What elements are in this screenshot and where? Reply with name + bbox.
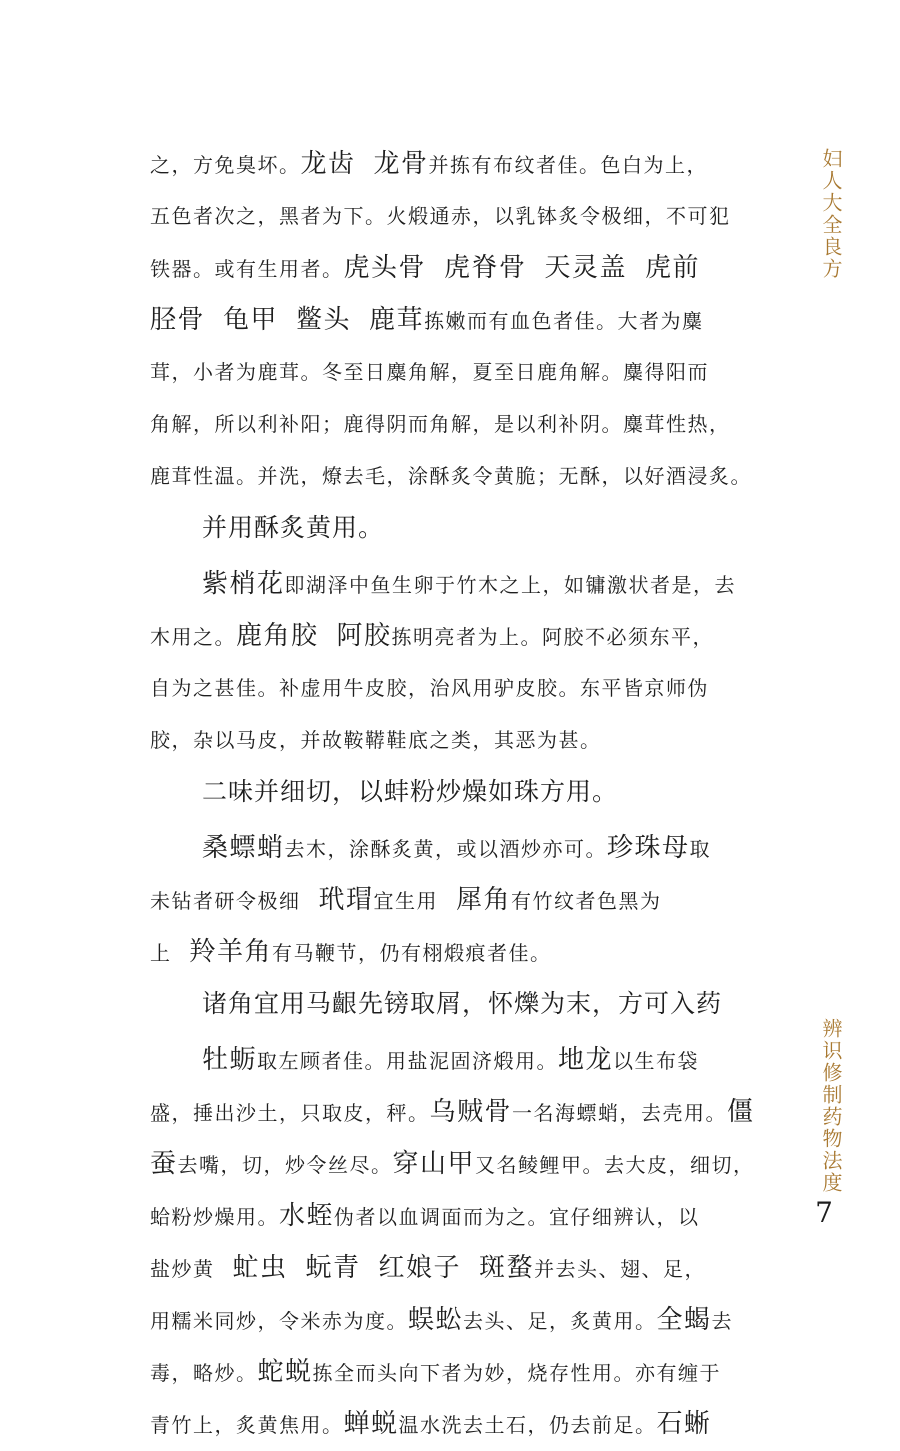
description-text: 又名鲮鲤甲。去大皮，细切， <box>475 1153 755 1177</box>
description-text: 即湖泽中鱼生卵于竹木之上，如镛激状者是，去 <box>284 573 737 597</box>
description-text: 鹿茸性温。并洗，燎去毛，涂酥炙令黄脆；无酥，以好酒浸炙。 <box>150 464 752 488</box>
description-text: 去 <box>711 1309 734 1333</box>
herb-name: 羚羊角 <box>189 937 273 967</box>
description-text: 伪者以血调面而为之。宜仔细辨认，以 <box>334 1205 700 1229</box>
text-line <box>150 1086 770 1138</box>
herb-name: 鹿角胶 <box>236 621 319 651</box>
text-line <box>150 1242 770 1294</box>
description-text: 诸角宜用马齦先镑取屑，怀爍为末，方可入药 <box>202 989 723 1018</box>
text-line <box>150 1346 770 1398</box>
description-text: 有马鞭节，仍有栩煅痕者佳。 <box>272 941 552 965</box>
description-text: 上 <box>150 941 172 965</box>
description-text: 去木，涂酥炙黄，或以酒炒亦可。 <box>284 837 608 861</box>
text-line <box>150 714 770 766</box>
herb-name: 蚖青 <box>305 1253 361 1283</box>
description-text: 取 <box>689 837 712 861</box>
text-line <box>150 926 770 978</box>
description-text: 并拣有布纹者佳。色白为上， <box>428 153 709 177</box>
running-header-section-title: 辨识修制药物法度 <box>819 1018 843 1194</box>
description-text: 一名海螵蛸，去壳用。 <box>512 1101 728 1125</box>
herb-name: 龙齿 <box>300 149 356 179</box>
text-line <box>150 346 770 398</box>
description-text: 五色者次之，黑者为下。火煅通赤，以乳钵炙令极细，不可犯 <box>150 204 731 228</box>
description-text: 并去头、翅、足， <box>534 1257 707 1281</box>
description-text: 青竹上，炙黄焦用。 <box>150 1413 344 1437</box>
text-line <box>150 1138 770 1190</box>
description-text: 取左顾者佳。用盐泥固济煅用。 <box>257 1049 559 1073</box>
description-text: 以生布袋 <box>613 1049 700 1073</box>
description-text: 宜生用 <box>373 889 439 913</box>
text-line <box>150 138 770 190</box>
herb-name: 龙骨 <box>373 149 429 179</box>
text-line <box>150 398 770 450</box>
herb-name: 全蝎 <box>656 1305 712 1335</box>
herb-name: 虎前 <box>645 253 701 283</box>
herb-name: 石蜥 <box>656 1409 712 1439</box>
text-line <box>150 1294 770 1346</box>
instruction-line <box>150 766 770 822</box>
body-text <box>150 138 770 1450</box>
text-line <box>150 190 770 242</box>
text-line <box>150 874 770 926</box>
running-header-book-title: 妇人大全良方 <box>819 148 843 280</box>
herb-name: 红娘子 <box>378 1253 462 1283</box>
herb-name: 天灵盖 <box>544 253 628 283</box>
description-text: 盐炒黄 <box>150 1257 215 1281</box>
description-text: 有竹纹者色黑为 <box>511 889 662 913</box>
herb-name: 水蛭 <box>279 1201 335 1231</box>
page-number: 7 <box>815 1196 833 1229</box>
herb-name: 地龙 <box>558 1045 614 1075</box>
herb-name: 虎脊骨 <box>444 253 527 283</box>
herb-name: 斑蝥 <box>479 1253 535 1283</box>
description-text: 自为之甚佳。补虚用牛皮胶，治风用驴皮胶。东平皆京师伪 <box>150 676 709 700</box>
herb-name: 犀角 <box>456 885 512 915</box>
herb-name: 蚕 <box>150 1149 178 1179</box>
instruction-line <box>150 978 770 1034</box>
description-text: 盛，捶出沙土，只取皮，秤。 <box>150 1101 430 1125</box>
herb-name: 蛇蜕 <box>257 1357 313 1387</box>
description-text: 并用酥炙黄用。 <box>202 513 385 542</box>
herb-name: 鹿茸 <box>369 305 425 335</box>
description-text: 二味并细切，以蚌粉炒燥如珠方用。 <box>202 777 619 806</box>
herb-name: 虎头骨 <box>343 253 427 283</box>
text-line <box>150 294 770 346</box>
herb-name: 蝉蜕 <box>343 1409 399 1439</box>
herb-name: 玳瑁 <box>318 885 374 915</box>
herb-name: 紫梢花 <box>202 569 285 599</box>
herb-name: 胫骨 <box>150 305 206 335</box>
herb-name: 蜈蚣 <box>408 1305 464 1335</box>
description-text: 茸，小者为鹿茸。冬至日麋角解，夏至日鹿角解。麋得阳而 <box>150 360 709 384</box>
herb-name: 珍珠母 <box>607 833 690 863</box>
description-text: 去头、足，炙黄用。 <box>463 1309 657 1333</box>
text-line <box>150 1034 770 1086</box>
text-line <box>150 610 770 662</box>
text-line <box>150 242 770 294</box>
herb-name: 鳖头 <box>296 305 352 335</box>
description-text: 用糯米同炒，令米赤为度。 <box>150 1309 408 1333</box>
instruction-line <box>150 502 770 558</box>
description-text: 温水洗去土石，仍去前足。 <box>398 1413 657 1437</box>
herb-name: 乌贼骨 <box>429 1097 513 1127</box>
description-text: 角解，所以利补阳；鹿得阴而角解，是以利补阴。麋茸性热， <box>150 412 731 436</box>
description-text: 铁器。或有生用者。 <box>150 257 344 281</box>
description-text: 之，方免臭坏。 <box>150 153 301 177</box>
text-line <box>150 662 770 714</box>
herb-name: 龟甲 <box>223 305 279 335</box>
description-text: 毒，略炒。 <box>150 1361 258 1385</box>
description-text: 胶，杂以马皮，并故鞍鞯鞋底之类，其恶为甚。 <box>150 728 602 752</box>
description-text: 去嘴，切，炒令丝尽。 <box>177 1153 393 1177</box>
description-text: 拣嫩而有血色者佳。大者为麋 <box>424 309 704 333</box>
description-text: 蛤粉炒燥用。 <box>150 1205 279 1229</box>
description-text: 拣明亮者为上。阿胶不必须东平， <box>391 625 715 649</box>
herb-name: 穿山甲 <box>392 1149 476 1179</box>
description-text: 木用之。 <box>150 625 236 649</box>
text-line <box>150 1190 770 1242</box>
herb-name: 牡蛎 <box>202 1045 258 1075</box>
text-line <box>150 1398 770 1450</box>
herb-name: 虻虫 <box>232 1253 288 1283</box>
herb-name: 桑螵蛸 <box>202 833 285 863</box>
text-line <box>150 450 770 502</box>
text-line <box>150 822 770 874</box>
text-line <box>150 558 770 610</box>
description-text: 未钻者研令极细 <box>150 889 301 913</box>
herb-name: 阿胶 <box>336 621 392 651</box>
herb-name: 僵 <box>727 1097 755 1127</box>
description-text: 拣全而头向下者为妙，烧存性用。亦有缠于 <box>312 1361 722 1385</box>
